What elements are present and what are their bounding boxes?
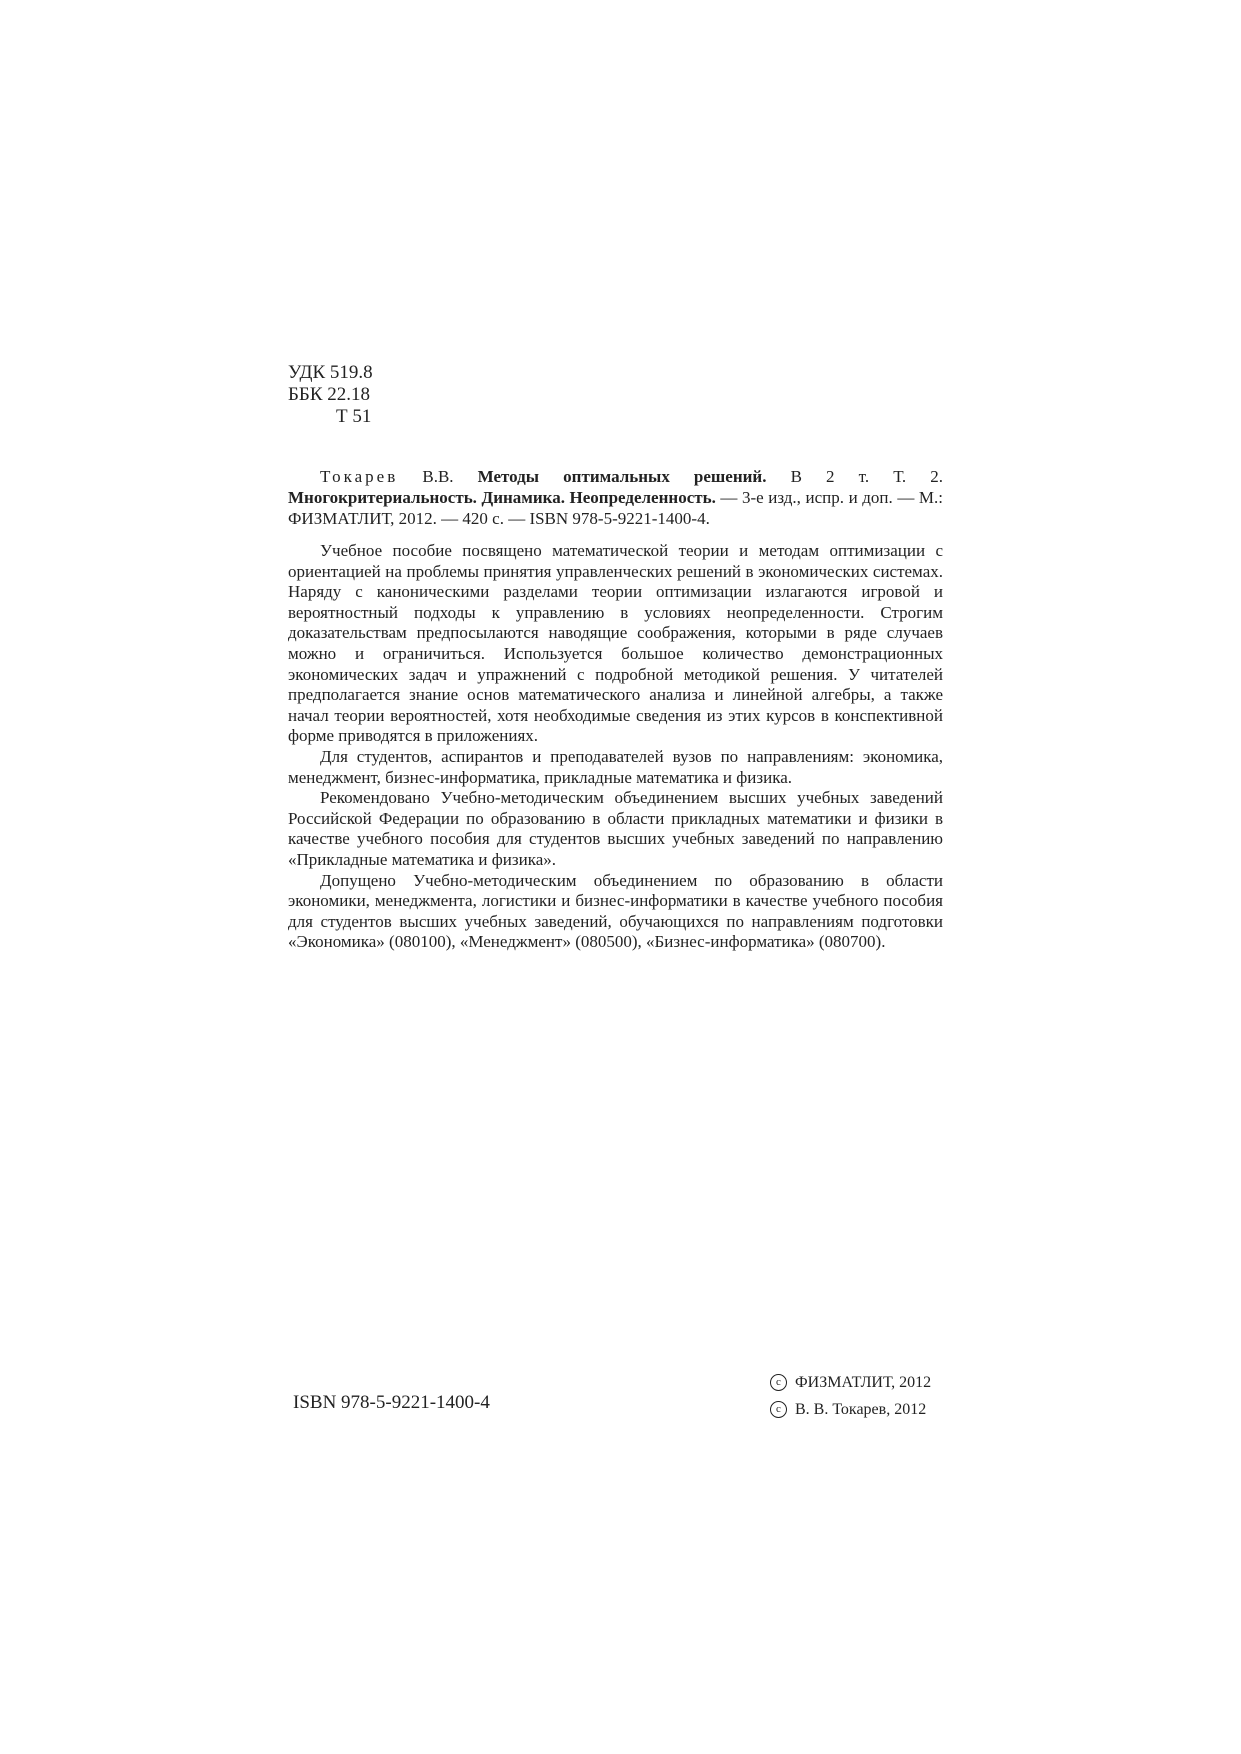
- copyright-publisher: [770, 1369, 931, 1396]
- copyright-block: [770, 1369, 931, 1423]
- annotation-paragraph: Учебное пособие посвящено математической теории и методам оптимизации с ориентацией на проблемы принятия управленческих решений в экономических системах. Наряду с каноническими разделами теории оптимизации излагаются игровой и вероятностный подходы к управлению в условиях неопределенности. Строгим доказательствам предпосылаются наводящие соображения, которыми в ряде случаев можно и ограничиться. Используется большое количество демонстрационных экономических задач и упражнений с подробной методикой решения. У читателей предполагается знание основ математического анализа и линейной алгебры, а также начал теории вероятностей, хотя необходимые сведения из этих курсов в конспективной форме приводятся в приложениях.: [288, 541, 943, 746]
- book-subtitle: Многокритериальность. Динамика. Неопределенность.: [288, 488, 716, 507]
- copyright-author-text: В. В. Токарев, 2012: [795, 1401, 927, 1418]
- book-title: Методы оптимальных решений.: [477, 467, 767, 486]
- author-initials: В.В.: [422, 467, 454, 486]
- author-mark: Т 51: [336, 406, 372, 427]
- classification-block: [288, 362, 373, 428]
- isbn: ISBN 978-5-9221-1400-4: [293, 1392, 490, 1413]
- edition-info: — 3-е изд., испр. и доп. — М.: ФИЗМАТЛИТ, 2012. — 420 с. — ISBN 978-5-9221-1400-4.: [288, 488, 943, 528]
- bbk-code: ББК 22.18: [288, 384, 370, 405]
- volume-info: В 2 т. Т. 2.: [790, 467, 943, 486]
- copyright-author: [770, 1396, 931, 1423]
- approval-paragraph: Допущено Учебно-методическим объединением по образованию в области экономики, менеджмента, логистики и бизнес-информатики в качестве учебного пособия для студентов высших учебных заведений, обучающихся по направлениям подготовки «Экономика» (080100), «Менеджмент» (080500), «Бизнес-информатика» (080700).: [288, 870, 943, 952]
- copyright-icon: c: [770, 1374, 787, 1391]
- recommendation-paragraph: Рекомендовано Учебно-методическим объединением высших учебных заведений Российской Федерации по образованию в области прикладных математики и физики в качестве учебного пособия для студентов высших учебных заведений по направлению «Прикладные математика и физика».: [288, 788, 943, 869]
- author-surname: Токарев: [320, 467, 399, 486]
- udk-code: УДК 519.8: [288, 362, 373, 383]
- copyright-publisher-text: ФИЗМАТЛИТ, 2012: [795, 1374, 932, 1391]
- copyright-icon: c: [770, 1401, 787, 1418]
- bibliographic-record: [288, 466, 943, 529]
- annotation: [288, 541, 943, 953]
- audience-paragraph: Для студентов, аспирантов и преподавателей вузов по направлениям: экономика, менеджмент, бизнес-информатика, прикладные математика и физика.: [288, 746, 943, 787]
